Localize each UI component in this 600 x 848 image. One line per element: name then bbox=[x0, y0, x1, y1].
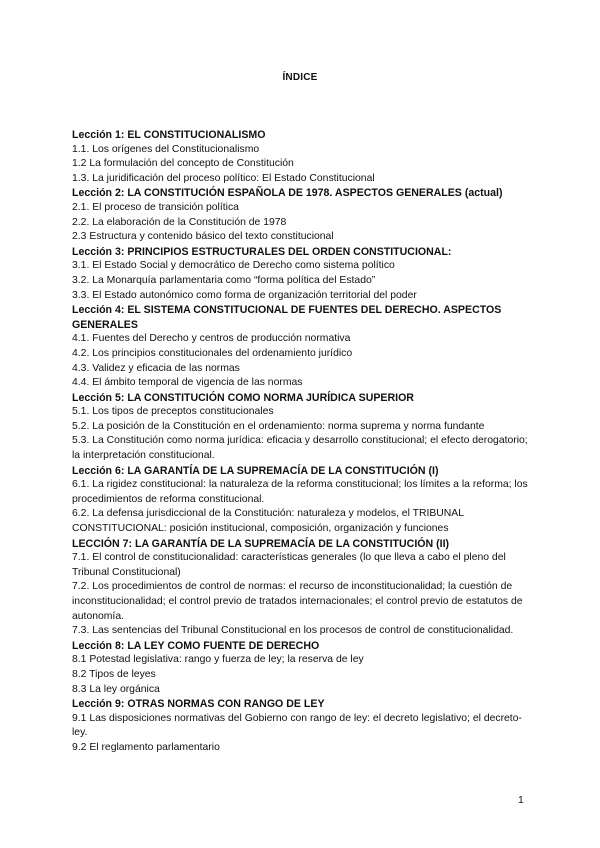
list-item: 8.1 Potestad legislativa: rango y fuerza de ley; la reserva de ley bbox=[72, 654, 364, 666]
lesson-3 bbox=[72, 245, 532, 303]
list-item: 1.2 La formulación del concepto de Constitución bbox=[72, 158, 294, 170]
list-item: 3.1. El Estado Social y democrático de Derecho como sistema político bbox=[72, 260, 395, 272]
list-item: 7.3. Las sentencias del Tribunal Constitucional en los procesos de control de constitucionalidad. bbox=[72, 625, 514, 637]
page-number: 1 bbox=[518, 795, 524, 806]
lesson-8 bbox=[72, 639, 532, 697]
lesson-9 bbox=[72, 697, 532, 755]
list-item: 6.1. La rigidez constitucional: la naturaleza de la reforma constitucional; los límites a la reforma; los procedimientos de reforma constitucional. bbox=[72, 479, 528, 505]
lesson-2 bbox=[72, 186, 532, 244]
list-item: 9.1 Las disposiciones normativas del Gobierno con rango de ley: el decreto legislativo; el decreto-ley. bbox=[72, 712, 522, 739]
list-item: 1.1. Los orígenes del Constitucionalismo bbox=[72, 143, 260, 155]
list-item: 3.2. La Monarquía parlamentaria como “forma política del Estado” bbox=[72, 274, 376, 286]
lesson-heading: Lección 1: EL CONSTITUCIONALISMO bbox=[72, 129, 266, 141]
lesson-heading: Lección 8: LA LEY COMO FUENTE DE DERECHO bbox=[72, 639, 320, 652]
list-item: 8.2 Tipos de leyes bbox=[72, 668, 156, 680]
list-item: 3.3. El Estado autonómico como forma de organización territorial del poder bbox=[72, 289, 417, 301]
lesson-7 bbox=[72, 537, 532, 639]
lesson-6 bbox=[72, 464, 532, 537]
lesson-heading: Lección 9: OTRAS NORMAS CON RANGO DE LEY bbox=[72, 698, 325, 711]
lesson-heading: Lección 6: LA GARANTÍA DE LA SUPREMACÍA DE LA CONSTITUCIÓN (I) bbox=[72, 464, 439, 477]
lesson-heading: Lección 4: EL SISTEMA CONSTITUCIONAL DE FUENTES DEL DERECHO. ASPECTOS GENERALES bbox=[72, 304, 502, 331]
lesson-1 bbox=[72, 128, 532, 186]
list-item: 4.4. El ámbito temporal de vigencia de las normas bbox=[72, 377, 303, 389]
list-item: 8.3 La ley orgánica bbox=[72, 683, 160, 695]
lesson-heading: LECCIÓN 7: LA GARANTÍA DE LA SUPREMACÍA DE LA CONSTITUCIÓN (II) bbox=[72, 537, 450, 550]
list-item: 2.3 Estructura y contenido básico del texto constitucional bbox=[72, 231, 334, 243]
lesson-heading: Lección 2: LA CONSTITUCIÓN ESPAÑOLA DE 1978. ASPECTOS GENERALES (actual) bbox=[72, 187, 503, 200]
list-item: 2.1. El proceso de transición política bbox=[72, 201, 239, 213]
lesson-5 bbox=[72, 391, 532, 464]
list-item: 7.2. Los procedimientos de control de normas: el recurso de inconstitucionalidad; la cuestión de inconstitucionalidad; el control previo de tratados internacionales; el control previo de estatutos de autonomía. bbox=[72, 581, 523, 622]
list-item: 1.3. La juridificación del proceso político: El Estado Constitucional bbox=[72, 172, 375, 184]
table-of-contents bbox=[72, 128, 532, 756]
list-item: 9.2 El reglamento parlamentario bbox=[72, 741, 220, 753]
list-item: 5.1. Los tipos de preceptos constitucionales bbox=[72, 406, 274, 418]
list-item: 7.1. El control de constitucionalidad: características generales (lo que lleva a cabo el pleno del Tribunal Constitucional) bbox=[72, 552, 506, 578]
list-item: 4.1. Fuentes del Derecho y centros de producción normativa bbox=[72, 333, 351, 345]
list-item: 4.2. Los principios constitucionales del ordenamiento jurídico bbox=[72, 347, 353, 359]
list-item: 4.3. Validez y eficacia de las normas bbox=[72, 362, 240, 374]
list-item: 5.2. La posición de la Constitución en el ordenamiento: norma suprema y norma fundante bbox=[72, 420, 485, 432]
lesson-heading: Lección 3: PRINCIPIOS ESTRUCTURALES DEL ORDEN CONSTITUCIONAL: bbox=[72, 245, 452, 258]
lesson-4 bbox=[72, 303, 532, 391]
list-item: 5.3. La Constitución como norma jurídica: eficacia y desarrollo constitucional; el efecto derogatorio; la interpretación constitucional. bbox=[72, 435, 528, 462]
list-item: 6.2. La defensa jurisdiccional de la Constitución: naturaleza y modelos, el TRIBUNAL CONSTITUCIONAL: posición institucional, composición, organización y funciones bbox=[72, 508, 464, 535]
list-item: 2.2. La elaboración de la Constitución de 1978 bbox=[72, 216, 287, 228]
page-title: ÍNDICE bbox=[282, 72, 318, 83]
lesson-heading: Lección 5: LA CONSTITUCIÓN COMO NORMA JURÍDICA SUPERIOR bbox=[72, 391, 414, 404]
